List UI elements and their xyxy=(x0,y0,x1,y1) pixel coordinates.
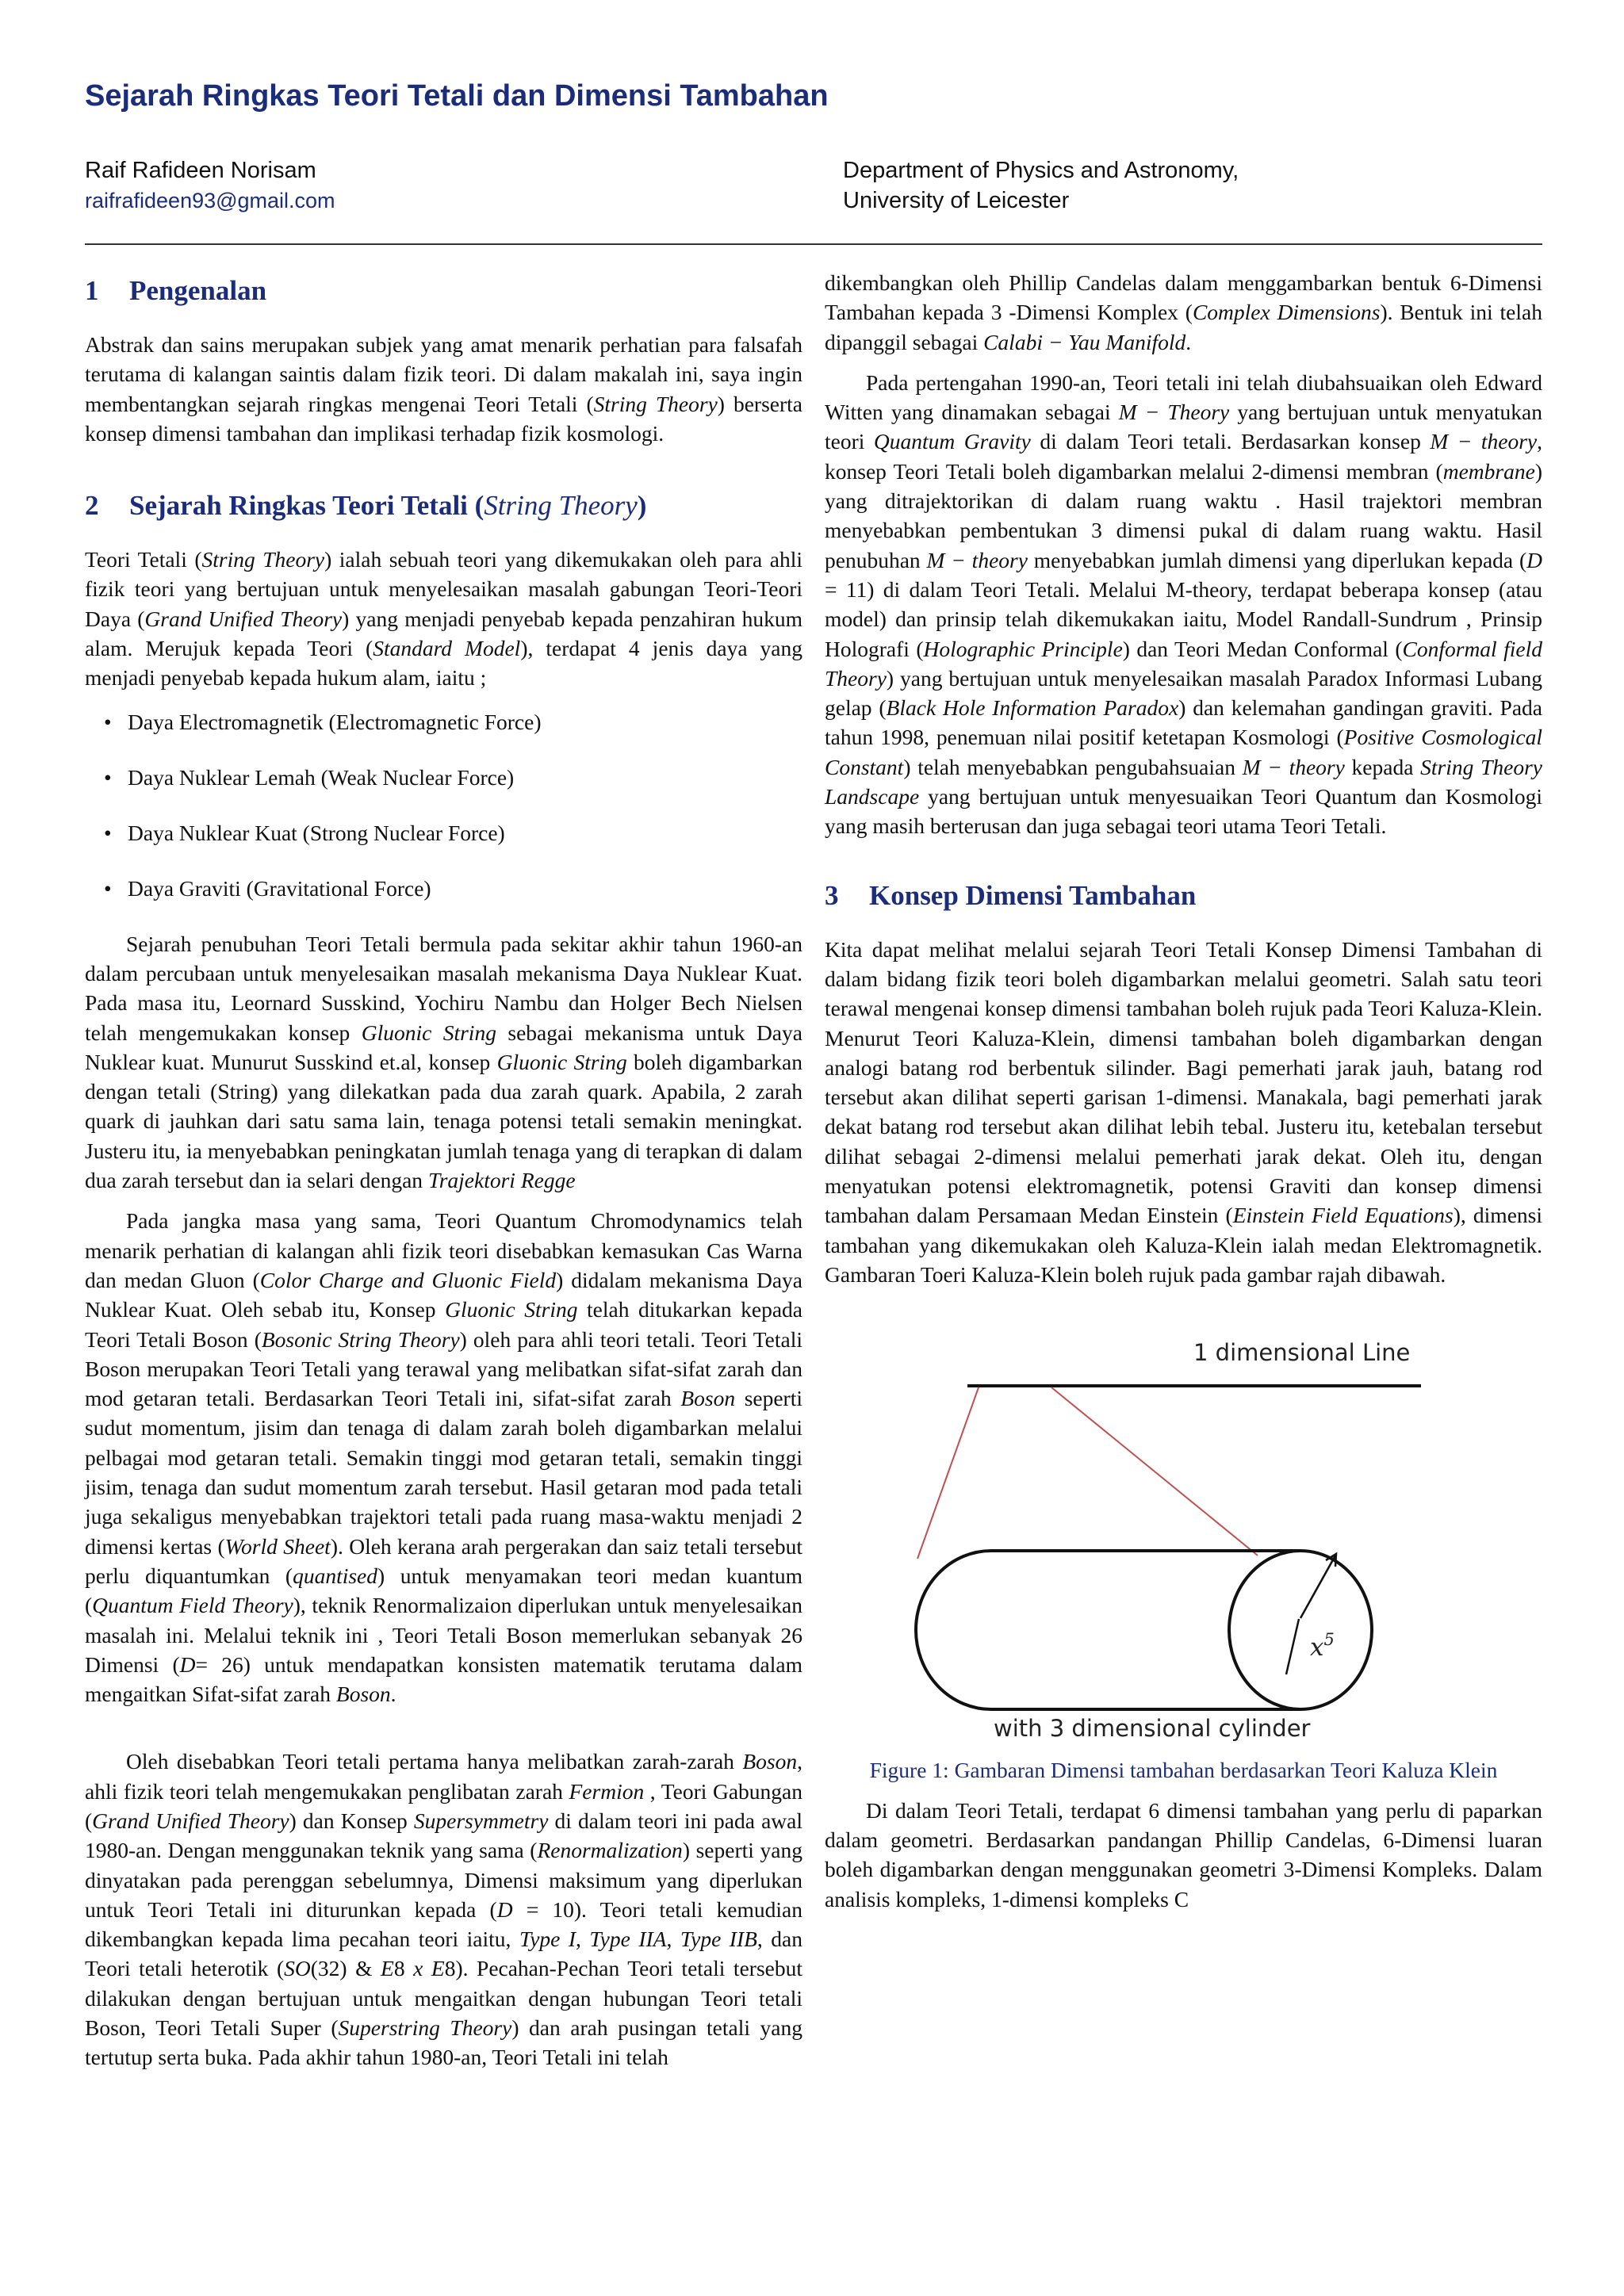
affiliation-line2: University of Leicester xyxy=(843,188,1070,213)
section-3-paragraph-1: Kita dapat melihat melalui sejarah Teori Tetali Konsep Dimensi Tambahan di dalam bidang fizik teori boleh digambarkan melalui geometri. Salah satu teori terawal mengenai konsep dimensi tambahan boleh rujuk pada Teori Kaluza-Klein. Menurut Teori Kaluza-Klein, dimensi tambahan boleh digambarkan dengan analogi batang rod berbentuk silinder. Bagi pemerhati jarak jauh, batang rod tersebut akan dilihat seperti garisan 1-dimensi. Manakala, bagi pemerhati jarak dekat batang rod tersebut akan dilihat lebih tebal. Justeru itu, ketebalan tersebut dilihat sebagai 2-dimensi melalui pemerhati jarak dekat. Oleh itu, dengan menyatukan potensi elektromagnetik, potensi Graviti dan konsep dimensi tambahan dalam Persamaan Medan Einstein (Einstein Field Equations), dimensi tambahan yang dikemukakan oleh Kaluza-Klein ialah medan Elektromagnetik. Gambaran Toeri Kaluza-Klein boleh rujuk pada gambar rajah dibawah. xyxy=(825,936,1542,1287)
list-item: • Daya Nuklear Lemah (Weak Nuclear Force) xyxy=(128,763,802,792)
section-1-number: 1 xyxy=(85,275,99,306)
radius-arrow xyxy=(1300,1556,1335,1618)
author-name: Raif Rafideen Norisam xyxy=(85,158,316,183)
forces-list xyxy=(85,707,802,903)
affiliation-block xyxy=(843,155,1239,216)
author-email[interactable]: raifrafideen93@gmail.com xyxy=(85,189,335,212)
cylinder-end-circle xyxy=(1229,1551,1372,1709)
list-item: • Daya Graviti (Gravitational Force) xyxy=(128,874,802,903)
section-1-heading xyxy=(85,273,802,309)
left-column xyxy=(85,268,802,2072)
section-2-paragraph-3: Pada jangka masa yang sama, Teori Quantum Chromodynamics telah menarik perhatian di kalangan ahli fizik teori disebabkan kemasukan Cas Warna dan medan Gluon (Color Charge and Gluonic Field) didalam mekanisma Daya Nuklear Kuat. Oleh sebab itu, Konsep Gluonic String telah ditukarkan kepada Teori Tetali Boson (Bosonic String Theory) oleh para ahli teori tetali. Teori Tetali Boson merupakan Teori Tetali yang terawal yang melibatkan sifat-sifat zarah dan mod getaran tetali. Berdasarkan Teori Tetali ini, sifat-sifat zarah Boson seperti sudut momentum, jisim dan tenaga di dalam zarah boleh digambarkan melalui pelbagai mod getaran tetali. Semakin tinggi mod getaran tetali, semakin tinggi jisim, tenaga dan sudut momentum zarah tersebut. Hasil getaran mod pada tetali juga sekaligus menyebabkan trajektori tetali pada ruang masa-waktu menjadi 2 dimensi kertas (World Sheet). Oleh kerana arah pergerakan dan saiz tetali tersebut perlu diquantumkan (quantised) untuk menyamakan teori medan kuantum (Quantum Field Theory), teknik Renormalizaion diperlukan untuk menyelesaikan masalah ini. Melalui teknik ini , Teori Tetali Boson memerlukan sebanyak 26 Dimensi (D= 26) untuk mendapatkan konsisten matematik terutama dalam mengaitkan Sifat-sifat zarah Boson. xyxy=(85,1208,803,1707)
header-divider xyxy=(85,243,1542,245)
section-3-number: 3 xyxy=(825,879,839,911)
section-2-heading: 2 Sejarah Ringkas Teori Tetali (String Theory) xyxy=(85,488,802,524)
figure-label-1d-line: 1 dimensional Line xyxy=(1193,1339,1411,1367)
list-item: • Daya Nuklear Kuat (Strong Nuclear Force) xyxy=(128,818,802,848)
section-3-paragraph-2: Di dalam Teori Tetali, terdapat 6 dimensi tambahan yang perlu di paparkan dalam geometri. Berdasarkan pandangan Phillip Candelas, 6-Dimensi luaran boleh digambarkan dengan menggunakan geometri 3-Dimensi Kompleks. Dalam analisis kompleks, 1-dimensi kompleks C xyxy=(825,1797,1542,1911)
figure-label-3d-cylinder: with 3 dimensional cylinder xyxy=(994,1715,1311,1743)
kaluza-klein-diagram xyxy=(825,1313,1542,1725)
section-2-title: Sejarah Ringkas Teori Tetali ( xyxy=(129,490,485,522)
figure-caption: Figure 1: Gambaran Dimensi tambahan berdasarkan Teori Kaluza Klein xyxy=(869,1757,1498,1782)
radius-line xyxy=(1286,1619,1299,1674)
list-item: • Daya Electromagnetik (Electromagnetic Force) xyxy=(128,707,802,737)
right-paragraph-1: dikembangkan oleh Phillip Candelas dalam menggambarkan bentuk 6-Dimensi Tambahan kepada 3 -Dimensi Komplex (Complex Dimensions). Bentuk ini telah dipanggil sebagai Calabi − Yau Manifold. xyxy=(825,270,1542,354)
section-3-title: Konsep Dimensi Tambahan xyxy=(869,879,1197,911)
projection-line-left xyxy=(917,1387,979,1559)
paragraph-gap xyxy=(85,1709,802,1735)
section-2-paragraph-1: Teori Tetali (String Theory) ialah sebuah teori yang dikemukakan oleh para ahli fizik teori yang bertujuan untuk menyelesaikan masalah gabungan Teori-Teori Daya (Grand Unified Theory) yang menjadi penyebab kepada penzahiran hukum alam. Merujuk kepada Teori (Standard Model), terdapat 4 jenis daya yang menjadi penyebab kepada hukum alam, iaitu ; xyxy=(85,547,802,691)
section-1-title: Pengenalan xyxy=(129,275,267,306)
author-block xyxy=(85,155,335,216)
section-1-paragraph: Abstrak dan sains merupakan subjek yang amat menarik perhatian para falsafah terutama di kalangan saintis dalam fizik teori. Di dalam makalah ini, saya ingin membentangkan sejarah ringkas mengenai Teori Tetali (String Theory) berserta konsep dimensi tambahan dan implikasi terhadap fizik kosmologi. xyxy=(85,332,803,446)
right-paragraph-2: Pada pertengahan 1990-an, Teori tetali ini telah diubahsuaikan oleh Edward Witten yang dinamakan sebagai M − Theory yang bertujuan untuk menyatukan teori Quantum Gravity di dalam Teori tetali. Berdasarkan konsep M − theory, konsep Teori Tetali boleh digambarkan melalui 2-dimensi membran (membrane) yang ditrajektorikan di dalam ruang waktu . Hasil trajektori membran menyebabkan pembentukan 3 dimensi pukal di dalam ruang waktu. Hasil penubuhan M − theory menyebabkan jumlah dimensi yang diperlukan kepada (D = 11) di dalam Teori Tetali. Melalui M-theory, terdapat beberapa konsep (atau model) dan prinsip telah dikemukakan iaitu, Model Randall-Sundrum , Prinsip Holografi (Holographic Principle) dan Teori Medan Conformal (Conformal field Theory) yang bertujuan untuk menyelesaikan masalah Paradox Informasi Lubang gelap (Black Hole Information Paradox) dan kelemahan gandingan graviti. Pada tahun 1998, penemuan nilai positif ketetapan Kosmologi (Positive Cosmological Constant) telah menyebabkan pengubahsuaian M − theory kepada String Theory Landscape yang bertujuan untuk menyesuaikan Teori Quantum dan Kosmologi yang masih berterusan dan juga sebagai teori utama Teori Tetali. xyxy=(825,369,1543,839)
paper-title: Sejarah Ringkas Teori Tetali dan Dimensi Tambahan xyxy=(85,79,829,113)
projection-line-right xyxy=(1051,1387,1258,1556)
section-2-paragraph-2: Sejarah penubuhan Teori Tetali bermula pada sekitar akhir tahun 1960-an dalam percubaan untuk menyelesaikan masalah mekanisma Daya Nuklear Kuat. Pada masa itu, Leornard Susskind, Yochiru Nambu dan Holger Bech Nielsen telah mengemukakan konsep Gluonic String sebagai mekanisma untuk Daya Nuklear kuat. Munurut Susskind et.al, konsep Gluonic String boleh digambarkan dengan tetali (String) yang dilekatkan pada dua zarah quark. Apabila, 2 zarah quark di jauhkan dari satu sama lain, tenaga potensi tetali semakin meningkat. Justeru itu, ia menyebabkan peningkatan jumlah tenaga yang di terapkan di dalam dua zarah tersebut dan ia selari dengan Trajektori Regge xyxy=(85,931,802,1193)
section-3-heading xyxy=(825,878,1542,914)
figure-label-x5: $x^5$ xyxy=(1310,1630,1335,1663)
right-column xyxy=(825,268,1542,1914)
section-2-paragraph-4: Oleh disebabkan Teori tetali pertama hanya melibatkan zarah-zarah Boson, ahli fizik teori telah mengemukakan penglibatan zarah Fermion , Teori Gabungan (Grand Unified Theory) dan Konsep Supersymmetry di dalam teori ini pada awal 1980-an. Dengan menggunakan teknik yang sama (Renormalization) seperti yang dinyatakan pada perenggan sebelumnya, Dimensi maksimum yang diperlukan untuk Teori Tetali ini diturunkan kepada (D = 10). Teori tetali kemudian dikembangkan kepada lima pecahan teori iaitu, Type I, Type IIA, Type IIB, dan Teori tetali heterotik (SO(32) & E8 x E8). Pecahan-Pechan Teori tetali tersebut dilakukan dengan bertujuan untuk mengaitkan dengan hubungan Teori tetali Boson, Teori Tetali Super (Superstring Theory) dan arah pusingan tetali yang tertutup serta buka. Pada akhir tahun 1980-an, Teori Tetali ini telah xyxy=(85,1749,803,2070)
section-2-number: 2 xyxy=(85,490,99,522)
cylinder-body xyxy=(916,1551,1300,1709)
figure-1 xyxy=(825,1313,1542,1785)
affiliation-line1: Department of Physics and Astronomy, xyxy=(843,158,1239,183)
